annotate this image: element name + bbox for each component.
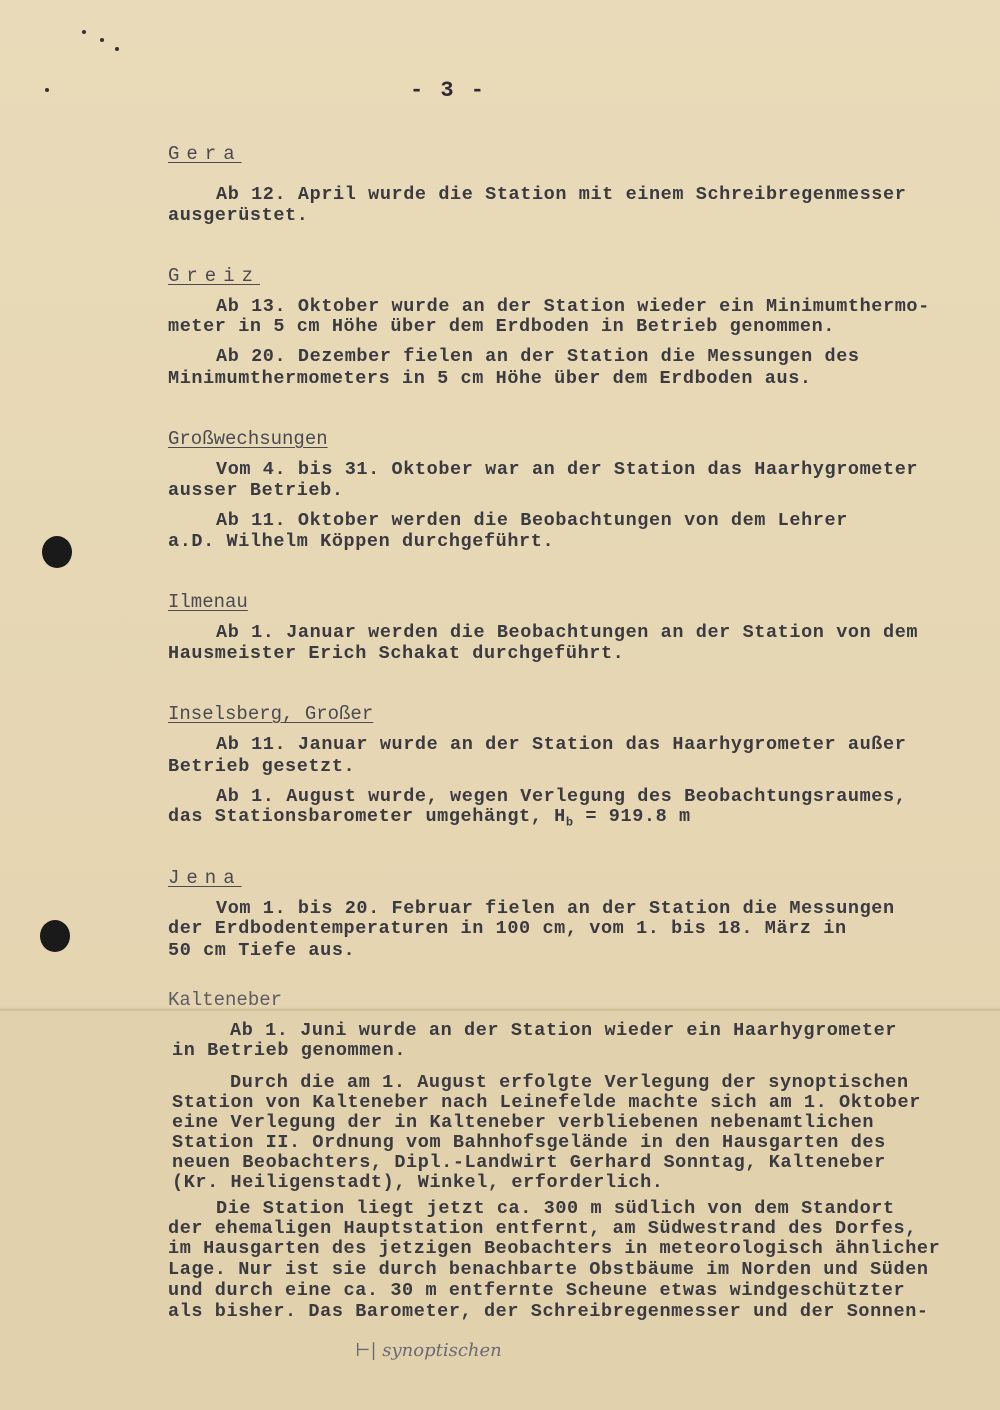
text-line: Station von Kalteneber nach Leinefelde machte sich am 1. Oktober [172,1092,921,1113]
text-line: Vom 1. bis 20. Februar fielen an der Station die Messungen [216,898,895,919]
text-line: Die Station liegt jetzt ca. 300 m südlich von dem Standort [216,1198,895,1219]
text-line: 50 cm Tiefe aus. [168,940,356,961]
text-line: Ab 13. Oktober wurde an der Station wieder ein Minimumthermo- [216,296,930,317]
text-line: Durch die am 1. August erfolgte Verlegung der synoptischen [230,1072,909,1093]
handwritten-note: ⊢| synoptischen [355,1340,502,1361]
text-line: Ab 1. Juni wurde an der Station wieder ein Haarhygrometer [230,1020,898,1041]
station-heading-grosswechsungen: Großwechsungen [168,428,328,450]
text-line: Betrieb gesetzt. [168,756,356,777]
text-line: der ehemaligen Hauptstation entfernt, am Südwestrand des Dorfes, [168,1218,917,1239]
ink-speck [100,38,104,42]
text-line: Ab 20. Dezember fielen an der Station die Messungen des [216,346,860,367]
ink-speck [115,47,119,51]
punch-hole-top [42,536,72,568]
station-heading-ilmenau: Ilmenau [168,591,248,613]
punch-hole-bottom [40,920,70,952]
ink-speck [45,88,49,92]
text-line: Ab 1. August wurde, wegen Verlegung des Beobachtungsraumes, [216,786,907,807]
text-line: neuen Beobachters, Dipl.-Landwirt Gerhard Sonntag, Kalteneber [172,1152,886,1173]
text-line: ausgerüstet. [168,205,309,226]
station-heading-gera: Gera [168,143,242,165]
text-line: (Kr. Heiligenstadt), Winkel, erforderlich. [172,1172,664,1193]
page-number: - 3 - [410,78,487,103]
text-line: Minimumthermometers in 5 cm Höhe über dem Erdboden aus. [168,368,812,389]
text-line: als bisher. Das Barometer, der Schreibregenmesser und der Sonnen- [168,1301,929,1322]
text-line: Ab 12. April wurde die Station mit einem Schreibregenmesser [216,184,907,205]
text-line: und durch eine ca. 30 m entfernte Scheune etwas windgeschützter [168,1280,906,1301]
text-line: Vom 4. bis 31. Oktober war an der Station das Haarhygrometer [216,459,919,480]
text-line: ausser Betrieb. [168,480,344,501]
text-line: Hausmeister Erich Schakat durchgeführt. [168,643,625,664]
text-line: Ab 11. Januar wurde an der Station das Haarhygrometer außer [216,734,907,755]
text-line: im Hausgarten des jetzigen Beobachters in meteorologisch ähnlicher [168,1238,941,1259]
text-line: eine Verlegung der in Kalteneber verbliebenen nebenamtlichen [172,1112,875,1133]
station-heading-jena: Jena [168,867,242,889]
text-line: das Stationsbarometer umgehängt, $H_b = 919.8$ m [168,806,691,830]
text-line: a.D. Wilhelm Köppen durchgeführt. [168,531,555,552]
station-heading-greiz: Greiz [168,265,261,287]
text-line: in Betrieb genommen. [172,1040,407,1061]
text-line: Ab 11. Oktober werden die Beobachtungen von dem Lehrer [216,510,848,531]
text-line: Lage. Nur ist sie durch benachbarte Obstbäume im Norden und Süden [168,1259,929,1280]
ink-speck [82,30,86,34]
text-line: Station II. Ordnung vom Bahnhofsgelände in den Hausgarten des [172,1132,886,1153]
station-heading-kalteneber: Kalteneber [168,989,283,1011]
station-heading-inselsberg: Inselsberg, Großer [168,703,374,725]
text-line: meter in 5 cm Höhe über dem Erdboden in Betrieb genommen. [168,316,836,337]
text-line: der Erdbodentemperaturen in 100 cm, vom 1. bis 18. März in [168,918,847,939]
text-line: Ab 1. Januar werden die Beobachtungen an der Station von dem [216,622,919,643]
